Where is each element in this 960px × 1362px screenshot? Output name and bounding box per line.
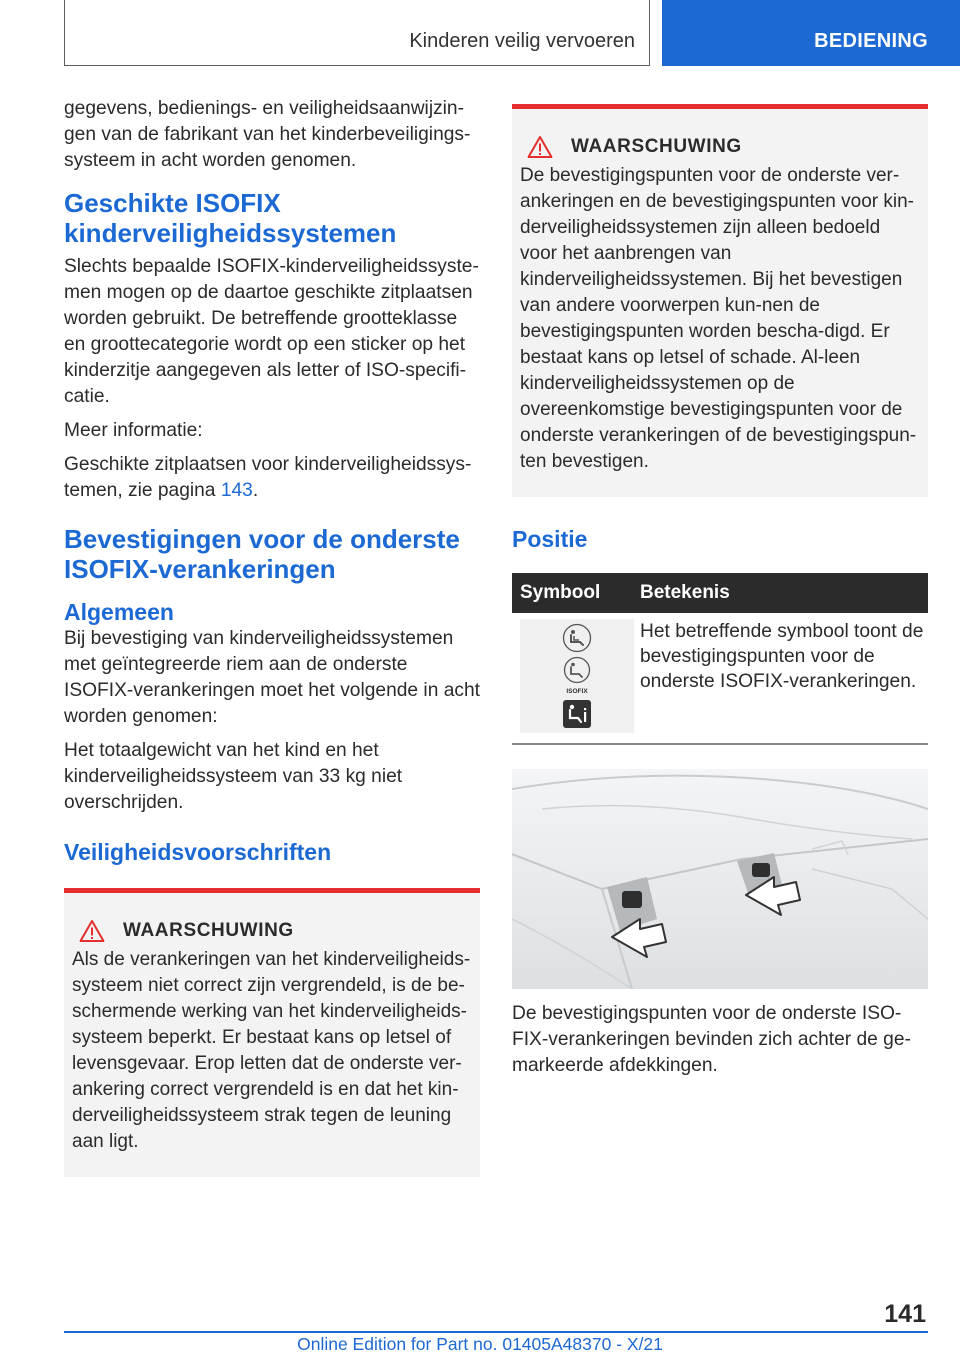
table-bottom-rule — [512, 743, 928, 745]
paragraph-general: Bij bevestiging van kinderveiligheidssystemen met geïntegreerde riem aan de onderste ISOFIX-verankeringen moet het volgende in acht worden genomen: — [64, 628, 480, 727]
rear-seat-illustration — [512, 769, 928, 989]
seat-anchorage-photo — [512, 769, 928, 989]
page-number: 141 — [884, 1300, 926, 1328]
isofix-label: ISOFIX — [566, 688, 588, 695]
warning-triangle-icon — [527, 135, 553, 159]
subheading-safety: Veiligheidsvoorschriften — [64, 839, 332, 865]
header-section-box — [64, 0, 650, 66]
table-header-row — [512, 573, 928, 613]
right-column — [512, 104, 928, 1079]
column-header-symbol: Symbool — [512, 573, 636, 613]
warning-title: WAARSCHUWING — [571, 136, 742, 157]
reference-text: Geschikte zitplaatsen voor kinderveiligheidssys-temen, zie pagina — [64, 454, 472, 501]
left-column — [64, 96, 480, 1177]
reference-suffix: . — [252, 480, 259, 501]
meaning-cell: Het betreffende symbool toont de bevestigingspunten voor de onderste ISOFIX-verankeringen. — [640, 621, 924, 692]
isofix-info-icon — [562, 699, 592, 729]
warning-text: Als de verankeringen van het kinderveiligheids-systeem niet correct zijn vergrendeld, is de be-schermende werking van het kinderveiligheids-systeem beperkt. Er bestaat kans op letsel of levensgevaar. Erop letten dat de onderste ver-ankering correct vergrendeld is en dat het kin-derveiligheidssysteem strak tegen de leuning aan ligt. — [72, 949, 471, 1152]
photo-caption: De bevestigingspunten voor de onderste ISO-FIX-verankeringen bevinden zich achter de ge-markeerde afdekkingen. — [512, 1003, 911, 1076]
chapter-tab-label: BEDIENING — [814, 30, 928, 52]
heading-lower-anchorages: Bevestigingen voor de onderste ISOFIX-verankeringen — [64, 524, 460, 584]
warning-box-right — [512, 104, 928, 497]
warning-header — [520, 135, 920, 159]
isofix-labeled-icon — [562, 656, 592, 696]
section-title: Kinderen veilig vervoeren — [409, 30, 635, 52]
symbol-table — [512, 573, 928, 733]
warning-box-left — [64, 888, 480, 1177]
isofix-seat-icon — [562, 623, 592, 653]
chapter-tab[interactable] — [662, 0, 960, 66]
page-link[interactable]: 143 — [220, 480, 253, 501]
subheading-general: Algemeen — [64, 599, 174, 625]
warning-triangle-icon — [79, 919, 105, 943]
more-info-label: Meer informatie: — [64, 420, 203, 441]
edition-footer[interactable]: Online Edition for Part no. 01405A48370 - X/21 — [297, 1334, 663, 1354]
intro-text: gegevens, bedienings- en veiligheidsaanwijzin-gen van de fabrikant van het kinderbeveiligings-systeem in acht worden genomen. — [64, 98, 471, 171]
heading-position: Positie — [512, 526, 588, 552]
warning-title: WAARSCHUWING — [123, 920, 294, 941]
heading-isofix-systems: Geschikte ISOFIX kinderveiligheidssystemen — [64, 188, 397, 248]
column-header-meaning: Betekenis — [636, 573, 928, 613]
table-row — [512, 613, 928, 733]
reference-paragraph — [64, 452, 480, 504]
footer-rule — [64, 1331, 928, 1333]
paragraph-isofix-systems: Slechts bepaalde ISOFIX-kinderveiligheidssyste-men mogen op de daartoe geschikte zitplaatsen worden gebruikt. De betreffende grootteklasse en groottecategorie wordt op een sticker op het kinderzitje aangegeven als letter of ISO-specifi-catie. — [64, 256, 479, 407]
symbol-cell — [512, 613, 636, 733]
paragraph-weight: Het totaalgewicht van het kind en het kinderveiligheidssysteem van 33 kg niet overschrijden. — [64, 740, 403, 813]
isofix-symbols — [520, 619, 634, 733]
warning-text: De bevestigingspunten voor de onderste ver-ankeringen en de bevestigingspunten voor kin-derveiligheidssystemen zijn alleen bedoeld voor het aanbrengen van kinderveiligheidssystemen. Bij het bevestigen van andere voorwerpen kun-nen de bevestigingspunten worden bescha-digd. Er bestaat kans op letsel of schade. Al-leen kinderveiligheidssystemen op de overeenkomstige bevestigingspunten voor de onderste verankeringen of de bevestigingspun-ten bevestigen. — [520, 165, 917, 472]
warning-header — [72, 919, 472, 943]
